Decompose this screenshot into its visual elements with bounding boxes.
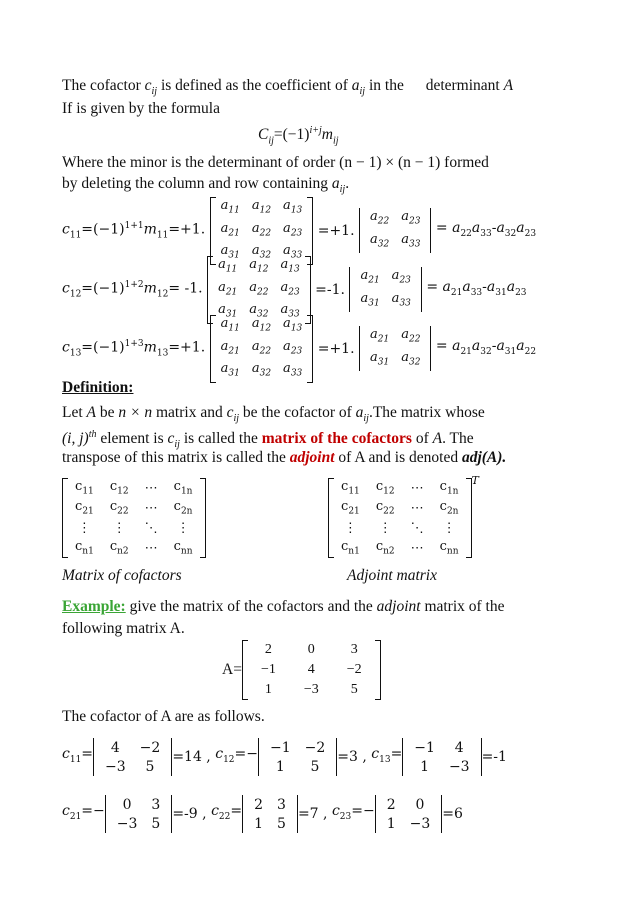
example-line-1: Example: give the matrix of the cofactors and the adjoint matrix of the (62, 598, 505, 615)
matrix-cell: 4 (307, 662, 315, 677)
matrix-cell: −3 (448, 758, 470, 775)
matrix-cell: −3 (105, 758, 126, 775)
matrix-cell: ⋯ (410, 540, 424, 556)
matrix-cell: 1 (264, 682, 272, 697)
matrix-cell: $c_{nn}$ (439, 539, 459, 557)
matrix-cell: $c_{11}$ (341, 479, 360, 497)
matrix-cell: −2 (139, 739, 161, 756)
symbol-a: $a_{ij}$ (351, 77, 366, 98)
matrix-cell: 5 (277, 815, 286, 832)
cofactor-row-1: $c_{11}=(-1)^{1+1}m_{11}=+1$. $a_{11}$ $a_{12}$ $a_{13}$ $a_{21}$ $a_{22}$ $a_{23}$ $a_{31}$ $a_{32}$ $a_{33}$ =+1. $a_{22}$ $a_{23}$ $a_{32}$ $a_{33}$ = $a_{22}a_{33}-a_{32}a_{23}$ (62, 197, 536, 265)
matrix-cell: 5 (310, 758, 320, 775)
matrix-cell: 2 (386, 796, 396, 813)
matrix-cell: ⋯ (144, 540, 158, 556)
matrix-cell: ⋱ (144, 520, 158, 536)
matrix-cell: $a_{31}$ (360, 290, 380, 309)
matrix-cell: −3 (303, 682, 319, 697)
cofactor-row-3: $c_{13}=(-1)^{1+3}m_{13}=+1$. $a_{11}$ $a_{12}$ $a_{13}$ $a_{21}$ $a_{22}$ $a_{23}$ $a_{31}$ $a_{32}$ $a_{33}$ =+1. $a_{21}$ $a_{22}$ $a_{31}$ $a_{32}$ = $a_{21}a_{32}-a_{31}a_{22}$ (62, 315, 536, 383)
matrix-cell: ⋯ (410, 500, 424, 516)
intro-line-3: Where the minor is the determinant of order (n − 1) × (n − 1) formed (62, 154, 489, 171)
matrix-cell: $c_{n2}$ (375, 539, 395, 557)
example-line-2: following matrix A. (62, 620, 185, 637)
adj-notation: adj(A). (461, 449, 507, 466)
matrix-cell: 3 (277, 796, 286, 813)
matrix-cell: $a_{32}$ (401, 349, 421, 368)
matrix-cell: $a_{21}$ (218, 279, 238, 298)
matrix-cell: 0 (122, 796, 132, 813)
matrix-cell: $a_{12}$ (249, 257, 269, 275)
matrix-cell: $a_{12}$ (251, 198, 272, 216)
intro-line-4: by deleting the column and row containing $a_{ij}$. (62, 175, 350, 196)
cofactor-results-row-2: $c_{21}=-$ 0 3 −3 5 =-9 , $c_{22}=$ 2 3 1 5 =7 , $c_{23}=-$ 2 0 1 −3 =6 (62, 796, 463, 832)
matrix-cell: $a_{22}$ (401, 327, 421, 345)
intro-text: determinant (425, 77, 500, 94)
definition-heading: Definition: (62, 379, 134, 396)
definition-line-3: transpose of this matrix is called the adjoint of A and is denoted adj(A). (62, 449, 507, 466)
matrix-cell: 5 (145, 758, 155, 775)
matrix-cell: $a_{21}$ (360, 268, 380, 286)
matrix-cell: $a_{31}$ (220, 243, 240, 261)
matrix-cell: ⋮ (176, 520, 190, 536)
definition-line-1: Let A be n × n matrix and $c_{ij}$ be the cofactor of $a_{ij}.The$ matrix whose (62, 404, 485, 425)
matrix-cell: $c_{2n}$ (173, 499, 193, 517)
matrix-cell: $c_{21}$ (341, 499, 360, 517)
matrix-cell: $c_{22}$ (375, 499, 395, 517)
intro-text: is defined as the coefficient of (160, 77, 348, 94)
matrix-cell: −1 (260, 662, 276, 677)
matrix-cell: −3 (409, 815, 431, 832)
matrix-cell: $c_{2n}$ (439, 499, 459, 517)
adjoint-matrix (328, 474, 479, 558)
matrix-cell: 0 (307, 642, 315, 657)
matrix-cell: $a_{31}$ (218, 302, 238, 320)
matrix-cell: $c_{n1}$ (75, 539, 94, 557)
cofactor-results-row-1: $c_{11}=$ 4 −2 −3 5 =14 , $c_{12}=-$ −1 −2 1 5 =3 , $c_{13}=$ −1 4 1 −3 =-1 (62, 739, 507, 775)
matrix-of-cofactors-term: matrix of the cofactors (261, 430, 412, 448)
matrix-cell: $a_{31}$ (220, 361, 240, 379)
matrix-cell: $a_{32}$ (370, 231, 390, 250)
intro-text: The cofactor (62, 77, 141, 94)
matrix-cell: $a_{12}$ (251, 316, 272, 334)
cofactor-row-2: $c_{12}=(-1)^{1+2}m_{12}= -1$. $a_{11}$ $a_{12}$ $a_{13}$ $a_{21}$ $a_{22}$ $a_{23}$ $a_{31}$ $a_{32}$ $a_{33}$ =-1. $a_{21}$ $a_{23}$ $a_{31}$ $a_{33}$ = $a_{21}a_{33}-a_{31}a_{23}$ (62, 256, 527, 324)
matrix-cell: −2 (304, 739, 326, 756)
matrix-cell: $a_{33}$ (391, 290, 411, 309)
definition-line-2: (i, j)$^{th}$ element is $c_{ij}$ is called the matrix of the cofactors of A. The (62, 429, 474, 451)
adjoint-term: adjoint (289, 449, 335, 466)
matrix-cell: $a_{32}$ (249, 302, 269, 320)
matrix-cell: ⋮ (112, 520, 126, 536)
matrix-cell: 5 (350, 682, 358, 697)
transpose-superscript: T (471, 474, 479, 487)
matrix-cell: $a_{32}$ (251, 243, 272, 261)
matrix-cell: $a_{23}$ (391, 268, 411, 286)
matrix-cell: $a_{23}$ (401, 209, 421, 227)
matrix-cell: $c_{1n}$ (173, 479, 193, 497)
matrix-cell: ⋯ (144, 480, 158, 496)
cofactor-formula: $C_{ij}=(-1)^{i+j}m_{ij}$ (258, 125, 339, 147)
example-line-3: The cofactor of A are as follows. (62, 708, 265, 725)
matrix-cell: 5 (151, 815, 161, 832)
matrix-cell: −2 (346, 662, 362, 677)
matrix-cell: ⋮ (442, 520, 456, 536)
symbol-c: $c_{ij}$ (144, 77, 158, 98)
matrix-cell: ⋮ (77, 520, 91, 536)
matrix-cell: −1 (414, 739, 435, 756)
cofactor-matrix (62, 478, 206, 558)
matrix-cell: 2 (264, 642, 272, 657)
matrix-cell: $a_{22}$ (251, 338, 272, 357)
matrix-cell: 3 (151, 796, 161, 813)
matrix-cell: $c_{n2}$ (109, 539, 129, 557)
matrix-cell: $a_{23}$ (283, 338, 303, 357)
matrix-cell: $a_{22}$ (249, 279, 269, 298)
matrix-cell: ⋮ (378, 520, 392, 536)
matrix-cell: $a_{21}$ (220, 220, 240, 239)
example-label: Example: (62, 598, 126, 615)
matrix-cell: $a_{13}$ (283, 198, 303, 216)
matrix-cell: $c_{n1}$ (341, 539, 360, 557)
matrix-cell: −3 (116, 815, 138, 832)
matrix-cell: $a_{11}$ (220, 198, 240, 216)
matrix-cell: $a_{32}$ (251, 361, 272, 379)
matrix-cell: $a_{33}$ (401, 231, 421, 250)
matrix-cell: ⋱ (410, 520, 424, 536)
matrix-cell: $c_{1n}$ (439, 479, 459, 497)
matrix-cell: $c_{22}$ (109, 499, 129, 517)
matrix-cell: $c_{11}$ (75, 479, 94, 497)
matrix-cell: $c_{nn}$ (173, 539, 193, 557)
matrix-cell: −1 (269, 739, 291, 756)
matrix-cell: $a_{33}$ (283, 361, 303, 379)
matrix-cell: 3 (350, 642, 358, 657)
intro-line-2: If is given by the formula (62, 100, 220, 117)
matrix-cell: 4 (454, 739, 464, 756)
matrix-cell: $a_{23}$ (283, 220, 303, 239)
matrix-cell: 1 (420, 758, 430, 775)
matrix-cell: $c_{21}$ (75, 499, 94, 517)
caption-adjoint-matrix: Adjoint matrix (347, 567, 437, 584)
matrix-cell: $a_{21}$ (220, 338, 240, 357)
matrix-cell: 1 (386, 815, 396, 832)
matrix-cell: $c_{12}$ (375, 479, 395, 497)
matrix-cell: $a_{33}$ (280, 302, 300, 320)
caption-matrix-of-cofactors: Matrix of cofactors (62, 567, 182, 584)
matrix-cell: $a_{22}$ (251, 220, 272, 239)
matrix-cell: $a_{31}$ (370, 349, 390, 368)
intro-text: in the (368, 77, 404, 94)
symbol-A: A (503, 77, 514, 94)
matrix-cell: ⋯ (410, 480, 424, 496)
matrix-cell: $a_{21}$ (370, 327, 390, 345)
matrix-cell: $a_{13}$ (280, 257, 300, 275)
matrix-cell: $a_{33}$ (283, 243, 303, 261)
matrix-cell: $c_{12}$ (109, 479, 129, 497)
matrix-cell: ⋯ (144, 500, 158, 516)
matrix-cell: $a_{11}$ (218, 257, 238, 275)
matrix-cell: 4 (110, 739, 120, 756)
matrix-cell: 1 (254, 815, 264, 832)
matrix-cell: ⋮ (343, 520, 357, 536)
matrix-cell: $a_{11}$ (220, 316, 240, 334)
matrix-cell: $a_{13}$ (283, 316, 303, 334)
matrix-cell: $a_{23}$ (280, 279, 300, 298)
matrix-cell: 0 (415, 796, 425, 813)
matrix-A: A= 2 0 3 −1 4 −2 1 −3 5 (222, 640, 381, 700)
matrix-cell: 2 (254, 796, 264, 813)
matrix-cell: $a_{22}$ (370, 209, 390, 227)
matrix-cell: 1 (275, 758, 285, 775)
